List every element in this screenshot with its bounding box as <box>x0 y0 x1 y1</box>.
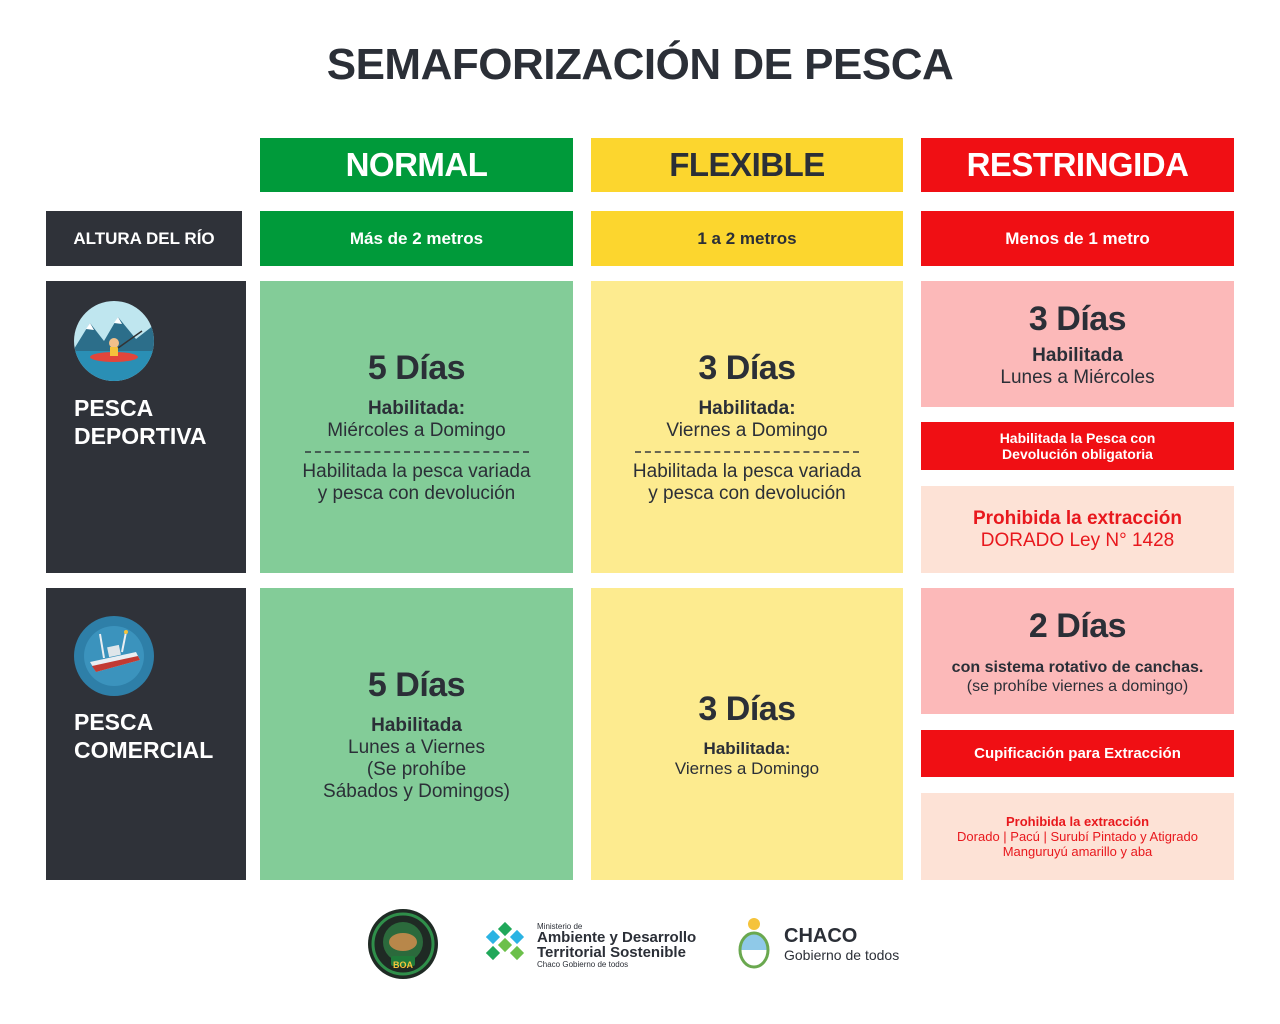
comercial-flexible-enabled-label: Habilitada: <box>703 738 791 758</box>
comercial-restringida-cell <box>921 588 1234 714</box>
chaco-title: CHACO <box>784 925 858 947</box>
bar-line: Devolución obligatoria <box>1002 446 1153 462</box>
prohibited-label: Prohibida la extracción <box>1005 814 1150 829</box>
ministry-small: Ministerio de <box>537 922 583 931</box>
deportiva-flexible-days: 3 Días <box>698 349 796 387</box>
boa-badge-text: BOA <box>393 960 413 970</box>
deportiva-restringida-enabled-label: Habilitada <box>1032 344 1123 366</box>
river-height-flexible: 1 a 2 metros <box>591 211 903 266</box>
comercial-normal-days-range: Lunes a Viernes <box>348 736 485 758</box>
comercial-label: PESCA COMERCIAL <box>74 709 214 763</box>
bar-line: Habilitada la Pesca con <box>999 430 1156 446</box>
ministry-logo <box>486 922 530 966</box>
deportiva-restringida-bar <box>921 422 1234 470</box>
chaco-seal-logo <box>734 914 774 972</box>
header-normal: NORMAL <box>260 138 573 192</box>
ministry-text <box>537 922 696 970</box>
deportiva-restringida-days: 3 Días <box>1028 299 1127 338</box>
prohibited-label: Prohibida la extracción <box>972 507 1183 529</box>
river-height-restringida: Menos de 1 metro <box>921 211 1234 266</box>
deportiva-normal-days: 5 Días <box>367 349 466 387</box>
deportiva-normal-cell <box>260 281 573 573</box>
comercial-normal-note: (Se prohíbe <box>366 758 467 780</box>
divider <box>305 451 529 453</box>
chaco-text <box>784 925 899 963</box>
boa-badge-logo <box>367 908 439 980</box>
comercial-label-block <box>46 588 246 880</box>
deportiva-normal-days-range: Miércoles a Domingo <box>327 420 506 441</box>
comercial-restringida-days: 2 Días <box>1028 606 1127 645</box>
deportiva-restringida-prohibition <box>921 486 1234 573</box>
deportiva-restringida-cell <box>921 281 1234 407</box>
prohibited-species: Dorado | Pacú | Surubí Pintado y Atigrado <box>957 829 1198 844</box>
ministry-line2: Territorial Sostenible <box>537 944 686 961</box>
deportiva-normal-enabled-label: Habilitada: <box>367 398 466 419</box>
comercial-restringida-bar: Cupificación para Extracción <box>921 730 1234 777</box>
prohibited-species-2: Manguruyú amarillo y aba <box>1002 844 1153 859</box>
comercial-flexible-days-range: Viernes a Domingo <box>674 758 820 778</box>
comercial-restringida-system-note: (se prohíbe viernes a domingo) <box>966 677 1189 695</box>
deportiva-restringida-days-range: Lunes a Miércoles <box>1000 366 1155 388</box>
deportiva-flexible-cell <box>591 281 903 573</box>
comercial-restringida-prohibition <box>921 793 1234 880</box>
comercial-normal-days: 5 Días <box>367 665 466 704</box>
comercial-flexible-days: 3 Días <box>698 689 796 728</box>
divider <box>635 451 859 453</box>
deportiva-flexible-note: Habilitada la pesca variada <box>632 461 862 482</box>
prohibited-species: DORADO Ley N° 1428 <box>980 529 1175 551</box>
deportiva-flexible-note-2: y pesca con devolución <box>648 483 846 504</box>
comercial-normal-enabled-label: Habilitada <box>371 714 462 736</box>
deportiva-flexible-enabled-label: Habilitada: <box>698 398 796 419</box>
deportiva-flexible-days-range: Viernes a Domingo <box>666 420 828 441</box>
river-height-normal: Más de 2 metros <box>260 211 573 266</box>
chaco-subtitle: Gobierno de todos <box>784 947 900 963</box>
fishing-boat-icon <box>74 616 154 696</box>
comercial-flexible-cell <box>591 588 903 880</box>
deportiva-label-block <box>46 281 246 573</box>
deportiva-label: PESCA DEPORTIVA <box>74 395 207 449</box>
ministry-line1: Ambiente y Desarrollo <box>537 929 697 946</box>
header-flexible: FLEXIBLE <box>591 138 903 192</box>
comercial-restringida-system: con sistema rotativo de canchas. <box>951 658 1204 676</box>
page-title: SEMAFORIZACIÓN DE PESCA <box>326 40 954 89</box>
kayak-fishing-icon <box>74 301 154 381</box>
river-height-label: ALTURA DEL RÍO <box>46 211 242 266</box>
comercial-normal-cell <box>260 588 573 880</box>
comercial-normal-note-2: Sábados y Domingos) <box>323 780 510 802</box>
deportiva-normal-note: Habilitada la pesca variada <box>302 461 531 482</box>
deportiva-normal-note-2: y pesca con devolución <box>317 483 516 504</box>
header-restringida: RESTRINGIDA <box>921 138 1234 192</box>
ministry-sub: Chaco Gobierno de todos <box>537 960 629 969</box>
